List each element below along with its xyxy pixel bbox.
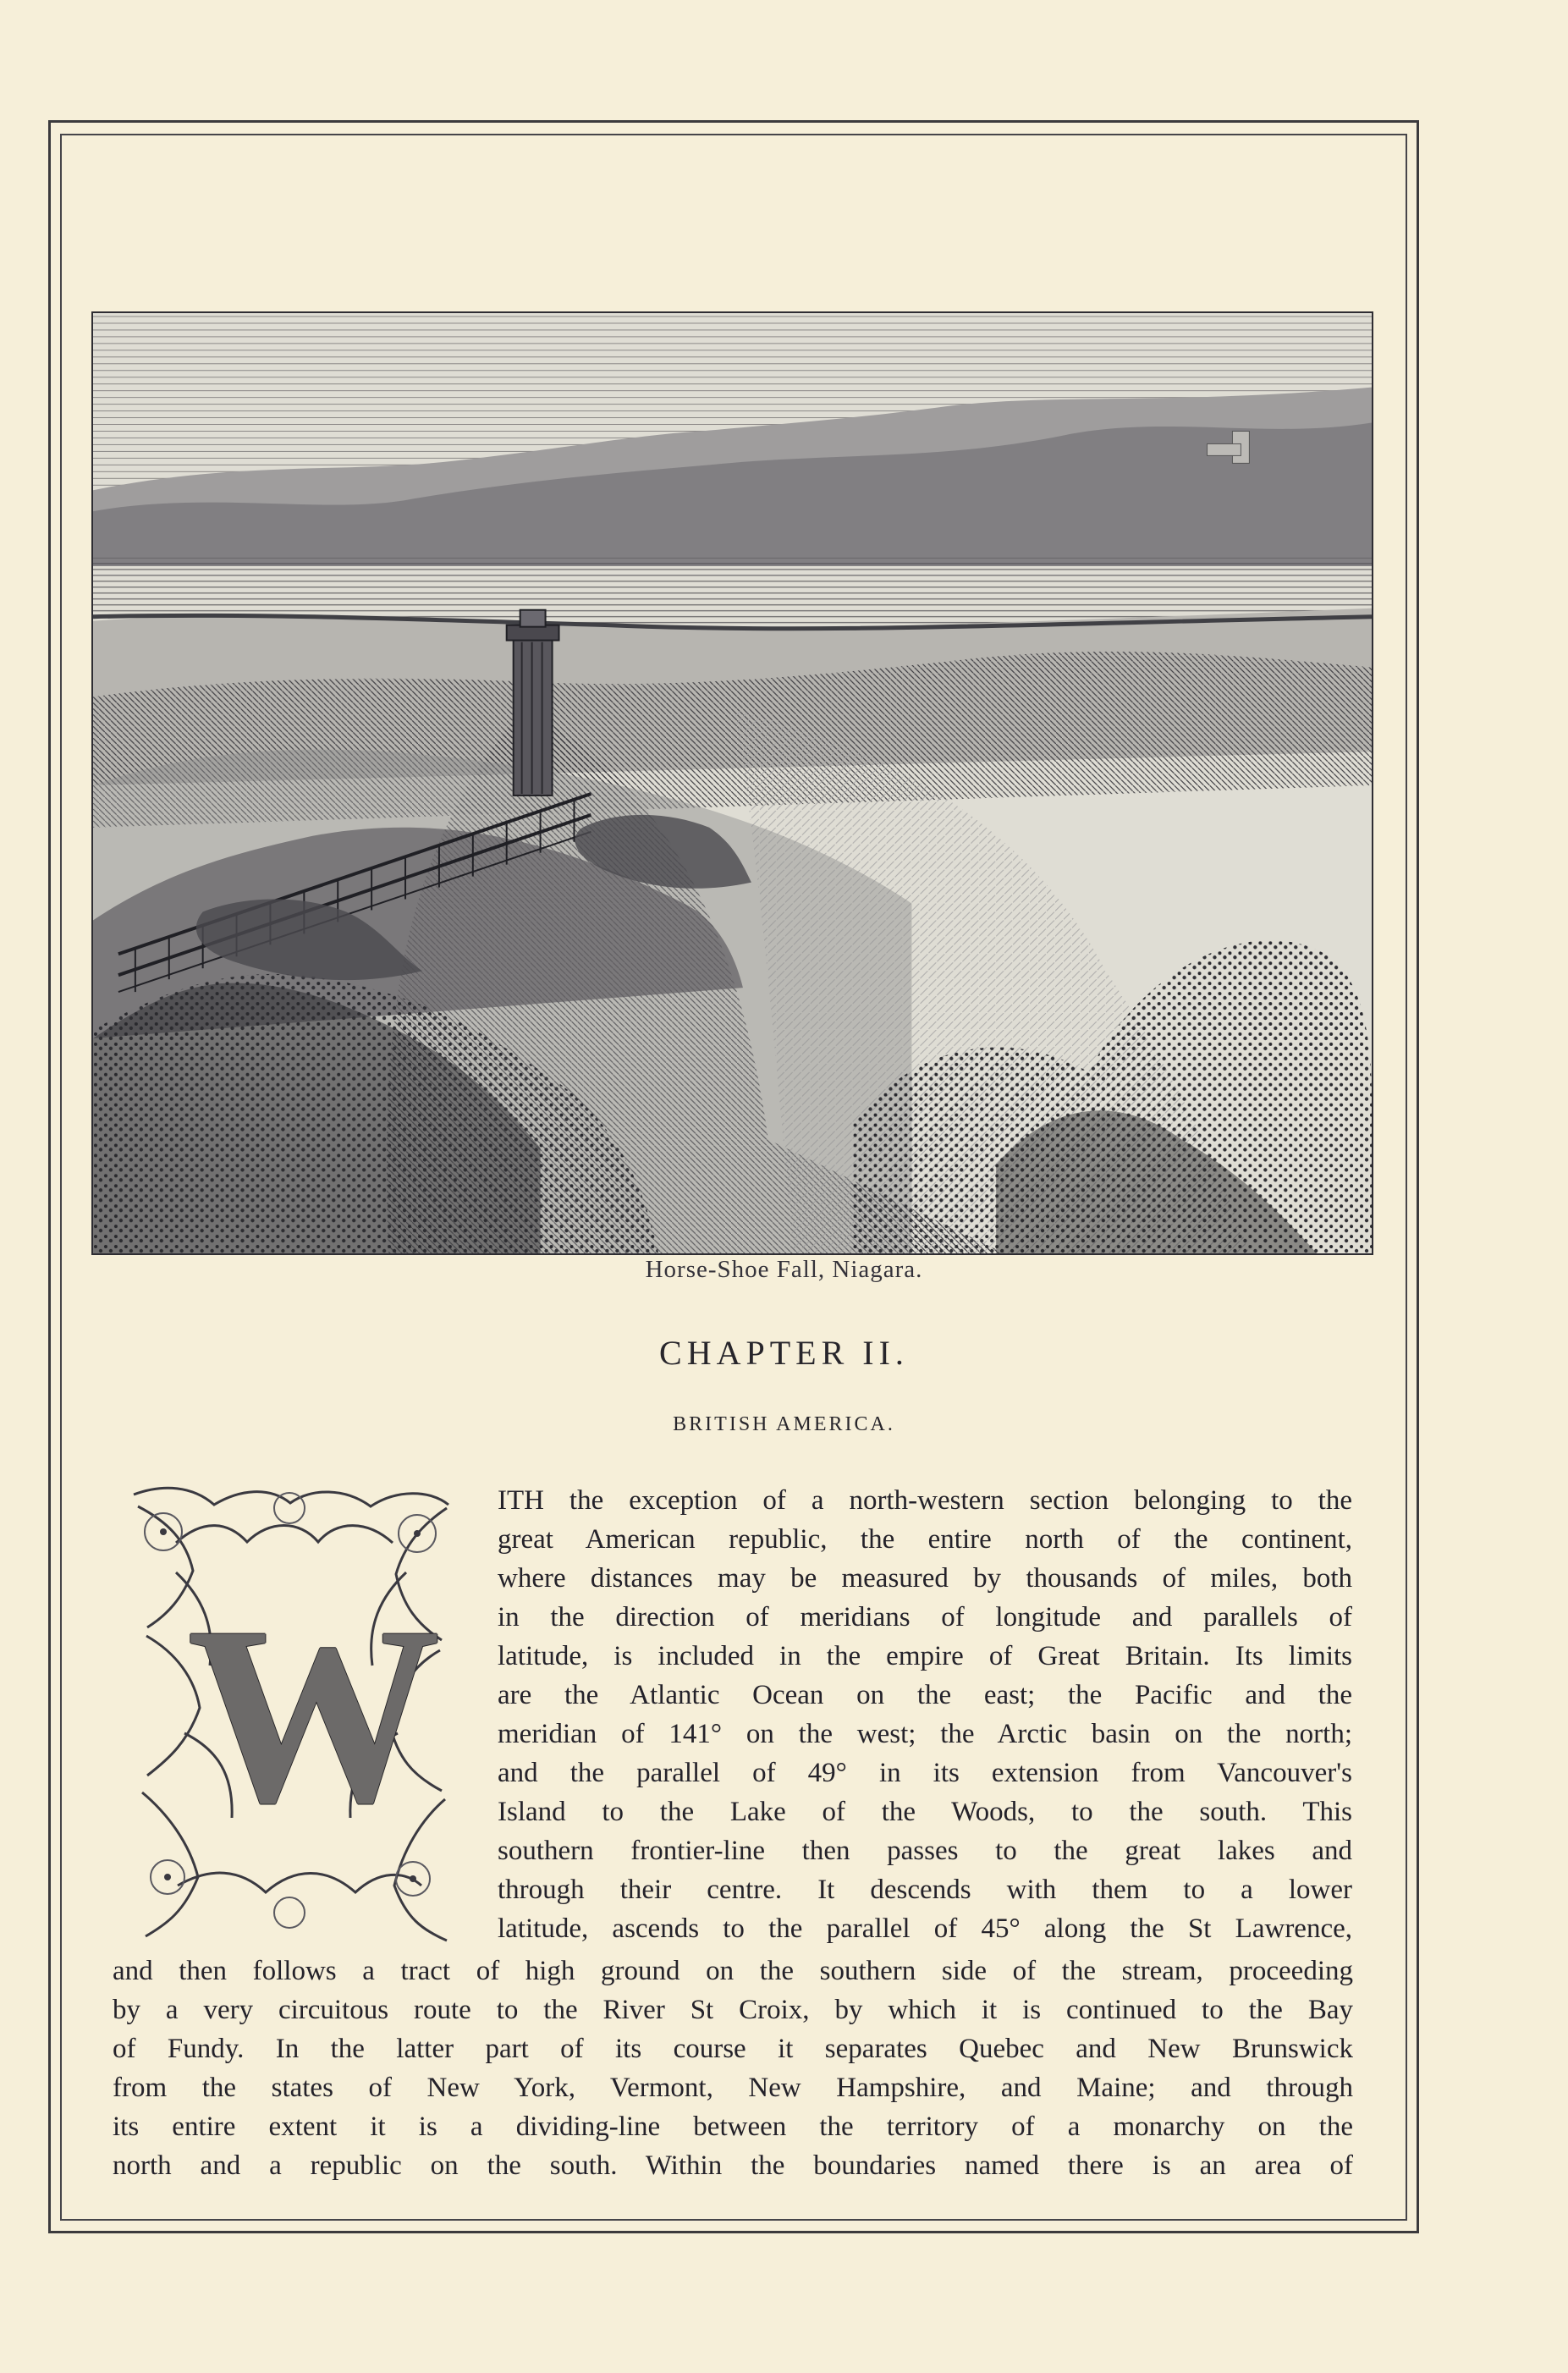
body-line: ITH the exception of a north-western section belonging to the: [498, 1485, 1352, 1516]
body-text-top: [498, 1480, 1352, 1951]
ornamental-dropcap: [117, 1479, 464, 1949]
chapter-heading: CHAPTER II.: [659, 1334, 909, 1372]
body-line: meridian of 141° on the west; the Arctic basin on the north;: [498, 1719, 1352, 1749]
body-line: in the direction of meridians of longitude and parallels of: [498, 1602, 1352, 1632]
body-line: where distances may be measured by thousands of miles, both: [498, 1563, 1352, 1594]
body-line: great American republic, the entire north of the continent,: [498, 1524, 1352, 1555]
body-line: from the states of New York, Vermont, New Hampshire, and Maine; and through: [113, 2073, 1353, 2103]
body-line: are the Atlantic Ocean on the east; the Pacific and the: [498, 1680, 1352, 1710]
body-line: through their centre. It descends with them to a lower: [498, 1875, 1352, 1905]
body-line: of Fundy. In the latter part of its course it separates Quebec and New Brunswick: [113, 2034, 1353, 2064]
dropcap-letter: W: [187, 1574, 441, 1855]
body-line: latitude, is included in the empire of Great Britain. Its limits: [498, 1641, 1352, 1671]
body-line: Island to the Lake of the Woods, to the south. This: [498, 1797, 1352, 1827]
body-line: by a very circuitous route to the River St Croix, by which it is continued to the Bay: [113, 1995, 1353, 2025]
body-line: its entire extent it is a dividing-line between the territory of a monarchy on the: [113, 2111, 1353, 2142]
body-line: southern frontier-line then passes to the great lakes and: [498, 1836, 1352, 1866]
body-line: latitude, ascends to the parallel of 45° along the St Lawrence,: [498, 1913, 1352, 1944]
body-text-bottom: [113, 1951, 1353, 2205]
body-line: and then follows a tract of high ground on the southern side of the stream, proceeding: [113, 1956, 1353, 1986]
niagara-engraving: [91, 311, 1373, 1255]
body-line: north and a republic on the south. Within the boundaries named there is an area of: [113, 2150, 1353, 2181]
illustration-caption: Horse-Shoe Fall, Niagara.: [645, 1256, 923, 1283]
body-line: and the parallel of 49° in its extension from Vancouver's: [498, 1758, 1352, 1788]
section-title: BRITISH AMERICA.: [673, 1413, 895, 1435]
